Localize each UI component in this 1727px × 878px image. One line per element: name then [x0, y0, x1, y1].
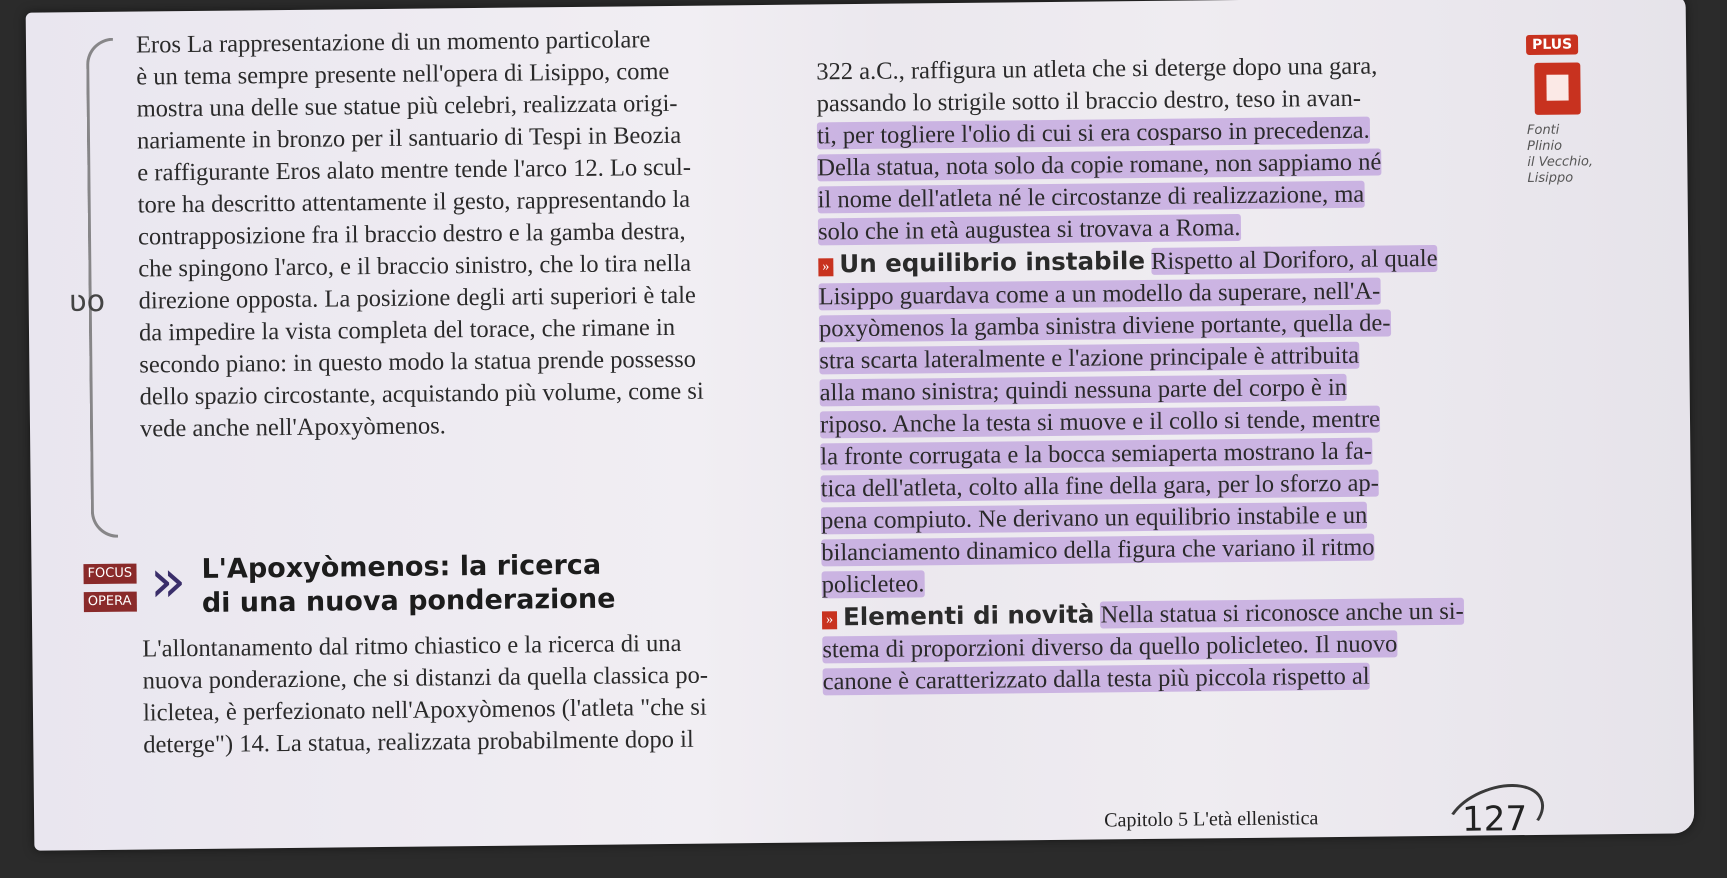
right-column	[816, 50, 1464, 699]
heading-line-1: L'Apoxyòmenos: la ricerca	[201, 549, 602, 585]
text-line: dello spazio circostante, acquistando più volume, come si	[139, 377, 704, 411]
focus-opera-label	[83, 564, 136, 621]
text-line: L'allontanamento dal ritmo chiastico e la ricerca di una	[142, 629, 682, 663]
opera-tag: OPERA	[84, 592, 137, 613]
section-heading	[201, 549, 615, 621]
chevron-right-icon: »	[149, 546, 187, 617]
plus-sidebar	[1526, 34, 1593, 187]
text-line: passando lo strigile sotto il braccio destro, teso in avan-	[816, 84, 1362, 118]
highlighted-text: Lisippo guardava come a un modello da superare, nell'A-	[818, 277, 1381, 311]
highlighted-text: policleteo.	[821, 570, 925, 599]
chapter-footer: Capitolo 5 L'età ellenistica	[1104, 807, 1319, 832]
text-line: tore ha descritto attentamente il gesto, rappresentando la	[137, 185, 691, 219]
heading-line-2: di una nuova ponderazione	[201, 583, 616, 619]
highlighted-text: il nome dell'atleta né le circostanze di realizzazione, ma	[817, 180, 1365, 214]
plus-badge[interactable]: PLUS	[1526, 34, 1578, 55]
note-line: Plinio	[1527, 138, 1563, 154]
note-line: Fonti	[1526, 122, 1560, 138]
text-line: nuova ponderazione, che si distanzi da quella classica po-	[142, 661, 709, 695]
text-line: e raffigurante Eros alato mentre tende l'arco 12. Lo scul-	[137, 153, 692, 187]
text-line	[819, 307, 1461, 346]
text-line: da impedire la vista completa del torace, che rimane in	[138, 313, 676, 347]
highlighted-text: ti, per togliere l'olio di cui si era cosparso in precedenza.	[816, 116, 1370, 150]
section-mark-icon: »	[822, 611, 837, 629]
text-line	[823, 660, 1465, 699]
focus-tag: FOCUS	[83, 564, 136, 585]
highlighted-text: pena compiuto. Ne derivano un equilibrio instabile e un	[820, 501, 1368, 535]
highlighted-text: poxyòmenos la gamba sinistra diviene portante, quella de-	[818, 309, 1391, 343]
text-line: direzione opposta. La posizione degli arti superiori è tale	[138, 281, 696, 315]
text-line: è un tema sempre presente nell'opera di Lisippo, come	[136, 57, 670, 91]
pencil-scribble: ʋo	[68, 283, 106, 320]
note-line: il Vecchio,	[1527, 154, 1594, 170]
section-mark-icon: »	[818, 258, 833, 276]
highlighted-text: stra scarta lateralmente e l'azione principale è attribuita	[819, 341, 1360, 375]
text-line: vede anche nell'Apoxyòmenos.	[139, 412, 446, 443]
document-icon[interactable]	[1534, 62, 1581, 114]
text-line: 322 a.C., raffigura un atleta che si deterge dopo una gara,	[816, 52, 1378, 86]
highlighted-text: Nella statua si riconosce anche un si-	[1100, 597, 1464, 629]
subsection-title: Un equilibrio instabile	[839, 246, 1146, 279]
text-line	[821, 531, 1463, 570]
sources-note	[1527, 122, 1593, 187]
textbook-page	[26, 0, 1695, 851]
highlighted-text: stema di proporzioni diverso da quello policleteo. Il nuovo	[822, 630, 1398, 664]
text-line: Eros La rappresentazione di un momento particolare	[135, 26, 651, 59]
highlighted-text: bilanciamento dinamico della figura che variano il ritmo	[821, 533, 1375, 567]
page-number: 127	[1461, 799, 1528, 840]
text-line: licletea, è perfezionato nell'Apoxyòmenos (l'atleta "che si	[142, 693, 707, 727]
text-line: mostra una delle sue statue più celebri, realizzata origi-	[136, 89, 678, 123]
highlighted-text: Rispetto al Doriforo, al quale	[1150, 244, 1438, 275]
text-line	[817, 178, 1459, 217]
text-line: nariamente in bronzo per il santuario di Tespi in Beozia	[136, 121, 682, 155]
note-line: Lisippo	[1527, 170, 1574, 186]
left-paragraph-apoxyomenos	[142, 628, 709, 762]
highlighted-text: tica dell'atleta, colto alla fine della gara, per lo sforzo ap-	[820, 469, 1379, 503]
text-line: che spingono l'arco, e il braccio sinistro, che lo tira nella	[138, 249, 692, 283]
subsection-title: Elementi di novità	[842, 599, 1095, 632]
text-line: contrapposizione fra il braccio destro e la gamba destra,	[137, 217, 686, 251]
left-paragraph-eros	[136, 24, 704, 446]
highlighted-text: alla mano sinistra; quindi nessuna parte del corpo è in	[819, 373, 1348, 407]
highlighted-text: solo che in età augustea si trovava a Roma.	[817, 214, 1241, 246]
text-line: secondo piano: in questo modo la statua prende possesso	[139, 345, 697, 379]
text-line: deterge") 14. La statua, realizzata probabilmente dopo il	[143, 725, 694, 759]
highlighted-text: riposo. Anche la testa si muove e il collo si tende, mentre	[819, 405, 1381, 439]
highlighted-text: canone è caratterizzato dalla testa più piccola rispetto al	[822, 662, 1370, 696]
highlighted-text: la fronte corrugata e la bocca semiaperta mostrano la fa-	[820, 437, 1373, 471]
highlighted-text: Della statua, nota solo da copie romane, non sappiamo né	[817, 148, 1382, 182]
